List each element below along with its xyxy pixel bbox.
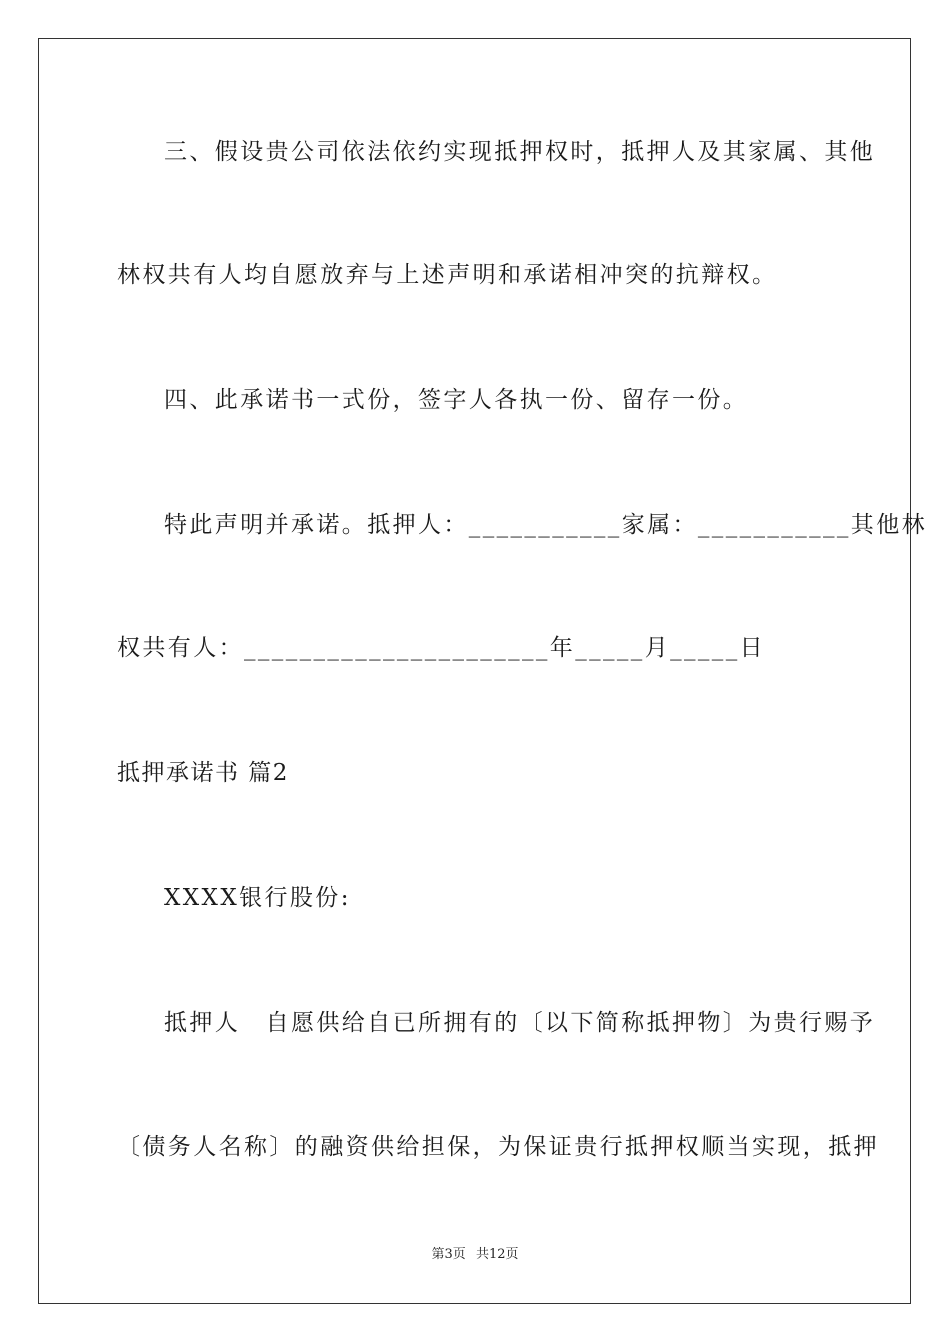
paragraph-4: 四、此承诺书一式份，签字人各执一份、留存一份。: [164, 387, 749, 413]
page-number: 第3页: [431, 1247, 466, 1262]
page-border: [38, 38, 927, 1304]
declaration-line-1: 特此声明并承诺。抵押人：___________家属：___________其他林: [164, 512, 927, 538]
addressee: XXXX银行股份:: [164, 885, 351, 911]
page-footer: [0, 1246, 950, 1264]
paragraph-3-line-1: 三、假设贵公司依法依约实现抵押权时，抵押人及其家属、其他: [164, 139, 876, 165]
body-line-2: 〔债务人名称〕的融资供给担保，为保证贵行抵押权顺当实现，抵押: [117, 1134, 879, 1160]
declaration-line-2: 权共有人：______________________年_____月_____日: [117, 635, 765, 661]
page-total: 共12页: [475, 1247, 519, 1262]
body-line-1: 抵押人 自愿供给自已所拥有的〔以下简称抵押物〕为贵行赐予: [164, 1010, 876, 1036]
paragraph-3-line-2: 林权共有人均自愿放弃与上述声明和承诺相冲突的抗辩权。: [117, 262, 778, 288]
section-heading: 抵押承诺书 篇2: [117, 760, 289, 786]
